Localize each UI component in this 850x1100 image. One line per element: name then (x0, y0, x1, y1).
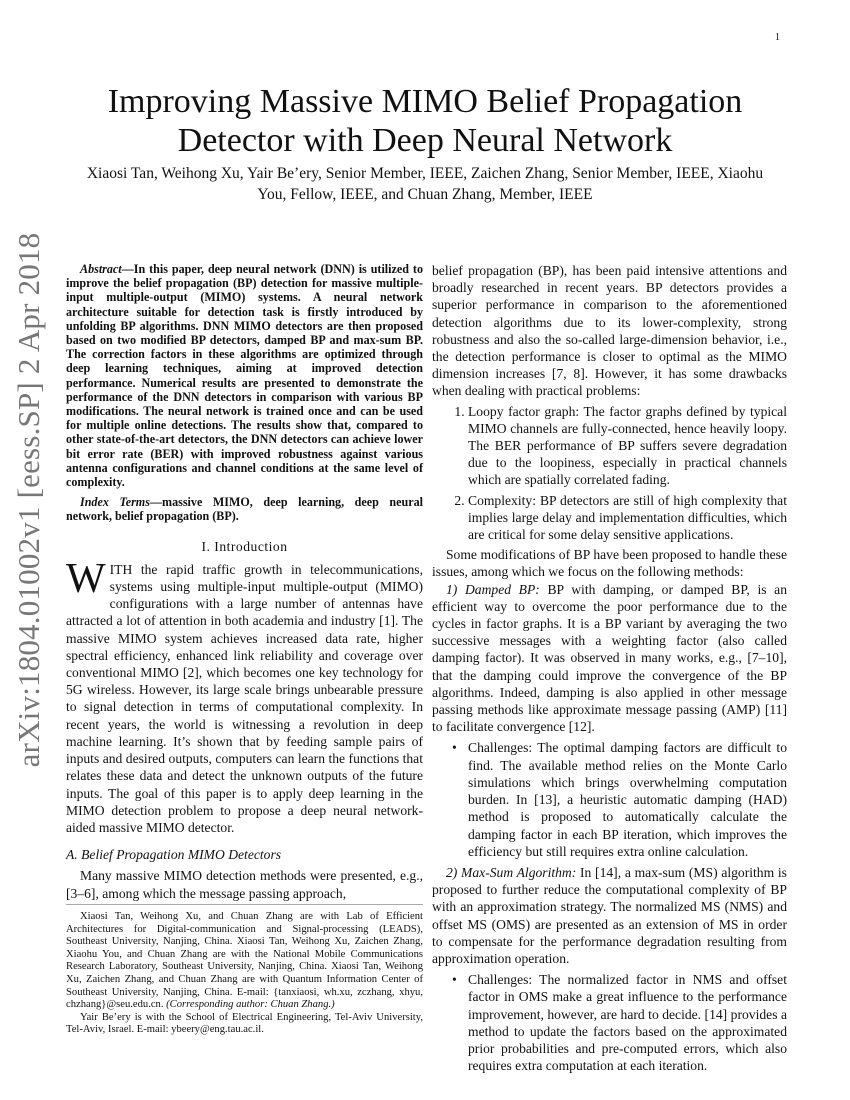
index-terms-text: —massive MIMO, deep learning, deep neural network, belief propagation (BP). (66, 495, 423, 524)
damped-challenges (432, 739, 787, 859)
index-terms (66, 495, 423, 523)
bp-detectors-paragraph: Many massive MIMO detection methods were presented, e.g., [3–6], among which the message passing approach, (66, 868, 423, 901)
damped-bp-label: 1) Damped BP: (446, 581, 540, 597)
damped-bp-paragraph (432, 581, 787, 736)
intro-paragraph (66, 555, 423, 836)
footnote (66, 904, 423, 1037)
page-number: 1 (775, 32, 780, 43)
drop-cap: W (66, 555, 106, 602)
left-column (66, 262, 423, 902)
drawbacks-list (432, 403, 787, 544)
footnote-affiliations (66, 911, 423, 1012)
max-sum-paragraph (432, 864, 787, 967)
abstract-label: Abstract (80, 262, 122, 276)
footnote-beery: Yair Be’ery is with the School of Electrical Engineering, Tel-Aviv University, Tel-Aviv, Israel. E-mail: ybeery@eng.tau.ac.il. (66, 1011, 423, 1036)
list-item: 1. Loopy factor graph: The factor graphs defined by typical MIMO channels are fully-connected, hence heavily loopy. The BER performance of BP suffers severe degradation due to the loopiness, especially in practical channels which are spatially correlated fading. (468, 403, 787, 489)
list-item: • Challenges: The normalized factor in NMS and offset factor in OMS make a great influence to the performance improvement, however, are hard to decide. [14] provides a method to update the factors based on the approximated prior probabilities and pre-computed errors, which also requires extra computation at each iteration. (468, 971, 787, 1074)
list-item: • Challenges: The optimal damping factors are difficult to find. The available method relies on the Monte Carlo simulations which brings overwhelming computation burden. In [13], a heuristic automatic damping (HAD) method is proposed to automatically calculate the damping factor in each BP iteration, which improves the efficiency but still requires extra online calculation. (468, 739, 787, 859)
arxiv-stamp (4, 232, 54, 768)
modifications-paragraph: Some modifications of BP have been proposed to handle these issues, among which we focus on the following methods: (432, 547, 787, 580)
right-column (432, 262, 787, 1078)
index-terms-label: Index Terms (80, 495, 150, 510)
footnote-affiliations-text: Xiaosi Tan, Weihong Xu, and Chuan Zhang are with Lab of Efficient Architectures for Digital-communication and Signal-processing (LEADS), Southeast University, Nanjing, China. Xiaosi Tan, Weihong Xu, Zaichen Zhang, Xiaohu You, and Chuan Zhang are with the National Mobile Communications Research Laboratory, Southeast University, Nanjing, China. Xiaosi Tan, Weihong Xu, Zaichen Zhang, and Chuan Zhang are with Quantum Information Center of Southeast University, Nanjing, China. E-mail: {tanxiaosi, wh.xu, zczhang, xhyu, chzhang}@seu.edu.cn. (66, 911, 423, 1011)
subsection-heading: A. Belief Propagation MIMO Detectors (66, 847, 282, 863)
author-list (72, 163, 778, 205)
damped-bp-text: BP with damping, or damped BP, is an efficient way to overcome the poor performance due to the cycles in factor graphs. It is a BP variant by averaging the two successive messages with a weighting factor (also called damping factor). It was observed in many works, e.g., [7–10], that the damping could improve the convergence of the BP algorithms. Indeed, damping is also applied in other message passing methods like approximate message passing (AMP) [11] to facilitate convergence [12]. (432, 581, 787, 735)
arxiv-id: arXiv:1804.01002v1 [eess.SP] 2 Apr 2018 (11, 232, 46, 768)
abstract-text: —In this paper, deep neural network (DNN) is utilized to improve the belief propagation (BP) detection for massive multiple-input multiple-output (MIMO) systems. A neural network architecture suitable for detection task is firstly introduced by unfolding BP algorithms. DNN MIMO detectors are then proposed based on two modified BP detectors, damped BP and max-sum BP. The correction factors in these algorithms are optimized through deep learning techniques, aiming at improved detection performance. Numerical results are presented to demonstrate the performance of the DNN detectors in comparison with various BP modifications. The neural network is trained once and can be used for multiple online detections. The results show that, compared to other state-of-the-art detectors, the DNN detectors can achieve lower bit error rate (BER) with improved robustness against various antenna configurations and channel conditions at the same level of complexity. (66, 262, 423, 490)
max-sum-challenges (432, 971, 787, 1074)
corresponding-author: (Corresponding author: Chuan Zhang.) (163, 999, 335, 1011)
max-sum-text: In [14], a max-sum (MS) algorithm is proposed to further reduce the computational complexity of BP with an approximation strategy. The normalized MS (NMS) and offset MS (OMS) are presented as an extension of MS in order to compensate for the performance degradation resulting from approximation operation. (432, 864, 787, 966)
paper-title: Improving Massive MIMO Belief Propagation Detector with Deep Neural Network (107, 83, 743, 159)
list-item: 2. Complexity: BP detectors are still of high complexity that implies large delay and implementation difficulties, which are critical for some delay sensitive applications. (468, 492, 787, 544)
abstract (66, 262, 423, 489)
bp-overview-paragraph: belief propagation (BP), has been paid intensive attentions and broadly researched in recent years. BP detectors provides a superior performance in comparison to the aforementioned detection algorithms due to its lower-complexity, strong robustness and also the so-called large-dimension behavior, i.e., the detection performance is closer to optimal as the MIMO dimension increases [7, 8]. However, it has some drawbacks when dealing with practical problems: (432, 263, 787, 399)
section-heading: I. Introduction (201, 538, 288, 554)
authors-line: Xiaosi Tan, Weihong Xu, Yair Be’ery, Senior Member, IEEE, Zaichen Zhang, Senior Member, IEEE, Xiaohu You, Fellow, IEEE, and Chuan Zhang, Member, IEEE (86, 165, 764, 203)
max-sum-label: 2) Max-Sum Algorithm: (446, 864, 577, 880)
intro-text: ITH the rapid traffic growth in telecommunications, systems using multiple-input multiple-output (MIMO) configurations with a large number of antennas have attracted a lot of attention in both academia and industry [1]. The massive MIMO system achieves increased data rate, higher spectral efficiency, enhanced link reliability and coverage over conventional MIMO [2], which becomes one key technology for 5G wireless. However, its large scale brings unbearable pressure to signal detection in terms of computational complexity. In recent years, the world is witnessing a revolution in deep machine learning. It’s shown that by feeding sample pairs of inputs and desired outputs, computers can learn the functions that relates these data and detect the unknown outputs of the future inputs. The goal of this paper is to apply deep learning in the MIMO detection problem to propose a deep neural network-aided massive MIMO detector. (66, 561, 423, 835)
